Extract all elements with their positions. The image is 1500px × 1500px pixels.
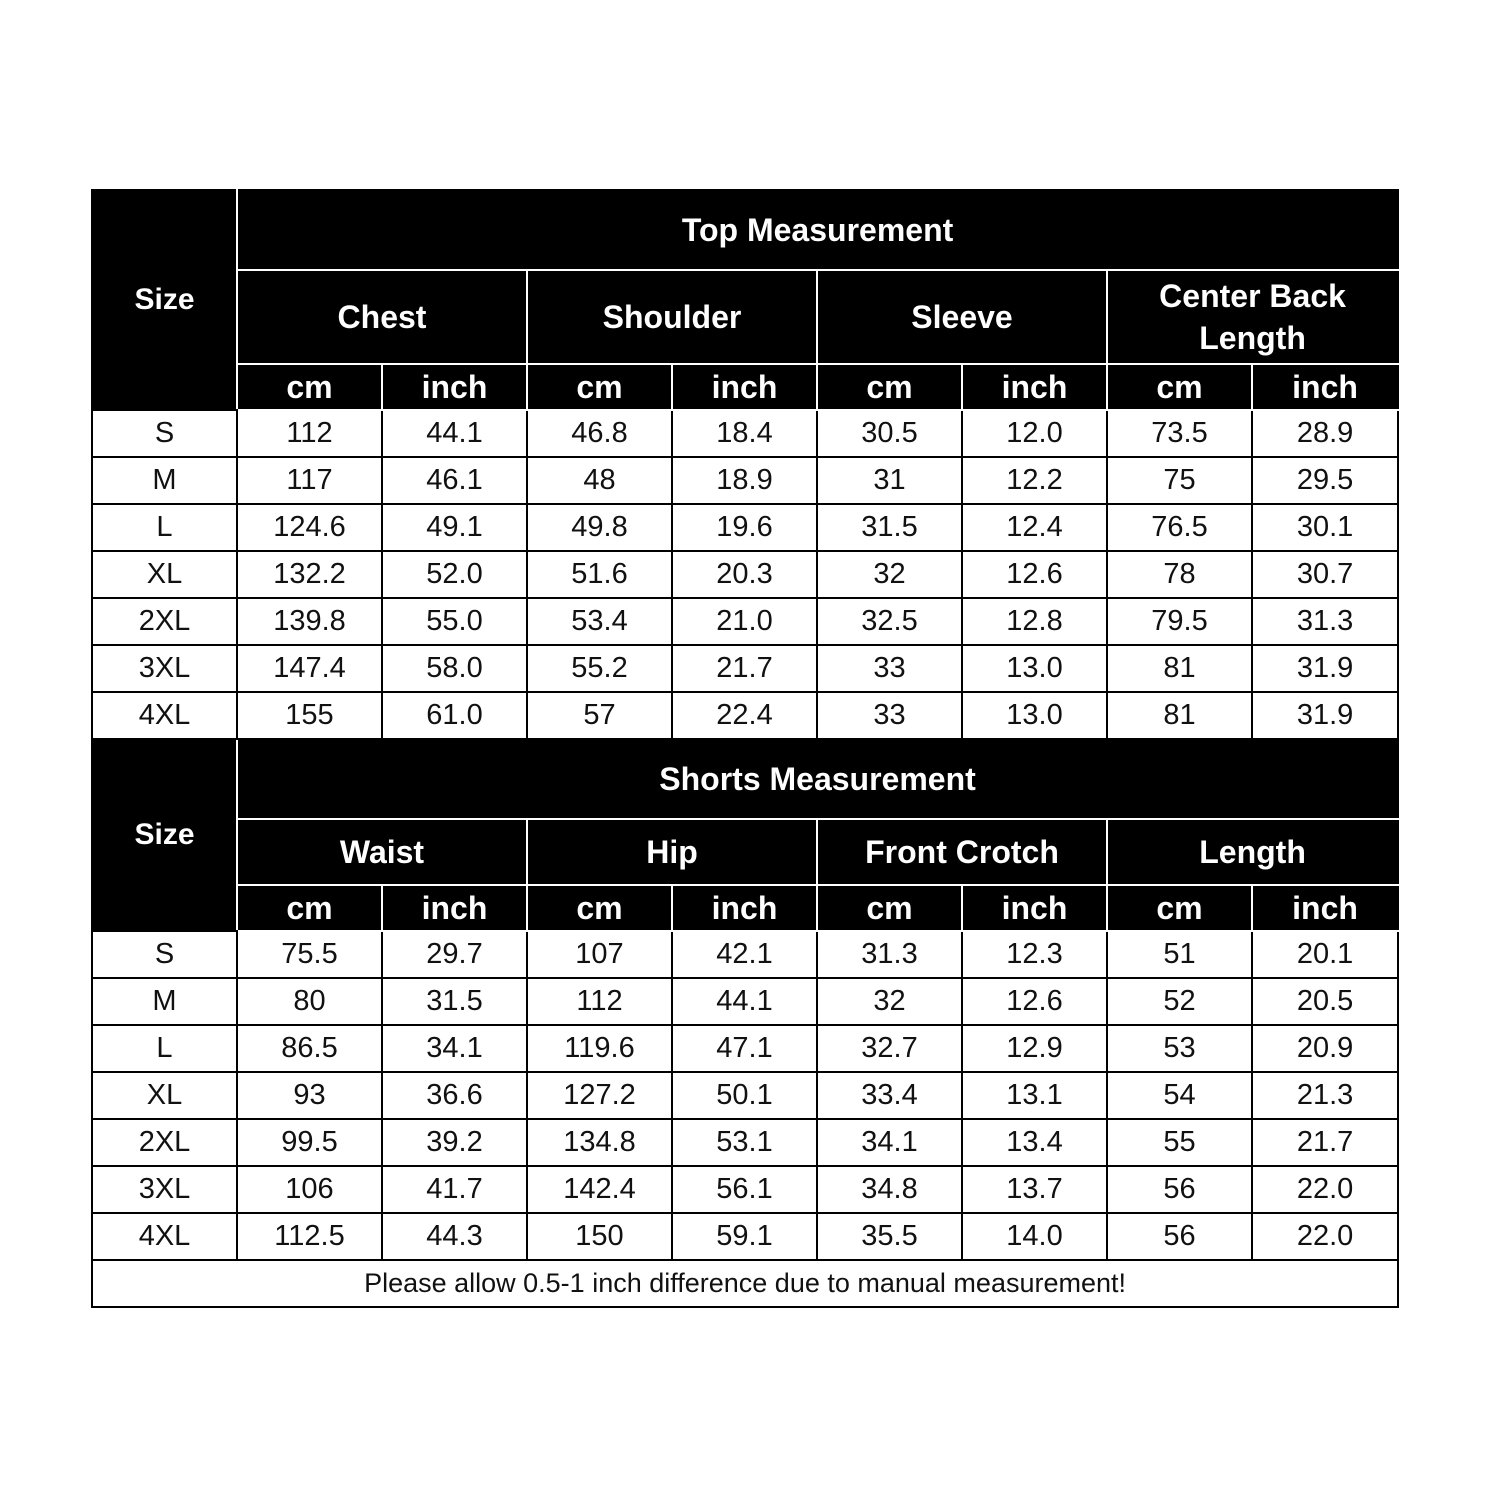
measurement-cell: 21.7 (1252, 1119, 1398, 1166)
measurement-cell: 155 (237, 692, 382, 739)
measurement-cell: 112 (527, 978, 672, 1025)
size-cell: 4XL (92, 1213, 237, 1260)
size-cell: 2XL (92, 1119, 237, 1166)
shorts-group-header: Hip (527, 819, 817, 885)
size-cell: 4XL (92, 692, 237, 739)
note-row (92, 1260, 1398, 1307)
size-cell: L (92, 1025, 237, 1072)
shorts-unit-header: inch (1252, 885, 1398, 931)
size-cell: 3XL (92, 645, 237, 692)
top-group-header: Chest (237, 270, 527, 364)
top-size-header: Size (92, 190, 237, 410)
measurement-cell: 106 (237, 1166, 382, 1213)
measurement-cell: 52.0 (382, 551, 527, 598)
measurement-cell: 12.2 (962, 457, 1107, 504)
top-section-title: Top Measurement (237, 190, 1398, 270)
measurement-cell: 56 (1107, 1213, 1252, 1260)
measurement-cell: 112 (237, 410, 382, 457)
measurement-cell: 31.5 (817, 504, 962, 551)
measurement-cell: 78 (1107, 551, 1252, 598)
shorts-size-header: Size (92, 739, 237, 931)
measurement-cell: 107 (527, 931, 672, 978)
measurement-cell: 49.8 (527, 504, 672, 551)
measurement-cell: 117 (237, 457, 382, 504)
measurement-cell: 12.4 (962, 504, 1107, 551)
measurement-cell: 134.8 (527, 1119, 672, 1166)
measurement-cell: 31.9 (1252, 645, 1398, 692)
table-row (92, 410, 1398, 457)
measurement-cell: 20.1 (1252, 931, 1398, 978)
top-unit-header: inch (382, 364, 527, 410)
measurement-cell: 73.5 (1107, 410, 1252, 457)
measurement-cell: 75.5 (237, 931, 382, 978)
top-unit-header: cm (1107, 364, 1252, 410)
top-unit-header: inch (962, 364, 1107, 410)
measurement-cell: 33.4 (817, 1072, 962, 1119)
table-row (92, 1119, 1398, 1166)
table-row (92, 1166, 1398, 1213)
table-row (92, 1072, 1398, 1119)
measurement-cell: 14.0 (962, 1213, 1107, 1260)
table-row (92, 598, 1398, 645)
measurement-cell: 56 (1107, 1166, 1252, 1213)
measurement-cell: 18.9 (672, 457, 817, 504)
measurement-cell: 59.1 (672, 1213, 817, 1260)
top-unit-header: cm (817, 364, 962, 410)
measurement-cell: 29.7 (382, 931, 527, 978)
measurement-cell: 19.6 (672, 504, 817, 551)
measurement-cell: 142.4 (527, 1166, 672, 1213)
top-unit-header: cm (237, 364, 382, 410)
measurement-cell: 29.5 (1252, 457, 1398, 504)
measurement-cell: 30.5 (817, 410, 962, 457)
measurement-cell: 31.9 (1252, 692, 1398, 739)
measurement-cell: 58.0 (382, 645, 527, 692)
measurement-cell: 12.6 (962, 551, 1107, 598)
measurement-cell: 54 (1107, 1072, 1252, 1119)
measurement-cell: 61.0 (382, 692, 527, 739)
measurement-cell: 12.8 (962, 598, 1107, 645)
shorts-unit-header: inch (962, 885, 1107, 931)
measurement-cell: 18.4 (672, 410, 817, 457)
measurement-cell: 12.6 (962, 978, 1107, 1025)
size-cell: L (92, 504, 237, 551)
measurement-cell: 44.1 (672, 978, 817, 1025)
measurement-cell: 31.3 (817, 931, 962, 978)
measurement-cell: 32 (817, 978, 962, 1025)
measurement-cell: 12.3 (962, 931, 1107, 978)
measurement-cell: 57 (527, 692, 672, 739)
table-row (92, 931, 1398, 978)
measurement-cell: 55 (1107, 1119, 1252, 1166)
table-row (92, 551, 1398, 598)
measurement-cell: 21.7 (672, 645, 817, 692)
measurement-cell: 50.1 (672, 1072, 817, 1119)
shorts-unit-row (92, 885, 1398, 931)
measurement-cell: 13.4 (962, 1119, 1107, 1166)
measurement-cell: 13.0 (962, 692, 1107, 739)
measurement-cell: 75 (1107, 457, 1252, 504)
measurement-cell: 21.0 (672, 598, 817, 645)
measurement-cell: 42.1 (672, 931, 817, 978)
measurement-cell: 99.5 (237, 1119, 382, 1166)
top-unit-header: inch (1252, 364, 1398, 410)
measurement-cell: 31.3 (1252, 598, 1398, 645)
size-chart-table (91, 189, 1399, 1308)
top-unit-row (92, 364, 1398, 410)
measurement-cell: 36.6 (382, 1072, 527, 1119)
measurement-cell: 51.6 (527, 551, 672, 598)
table-row (92, 1213, 1398, 1260)
measurement-cell: 81 (1107, 645, 1252, 692)
measurement-cell: 47.1 (672, 1025, 817, 1072)
measurement-cell: 35.5 (817, 1213, 962, 1260)
measurement-cell: 41.7 (382, 1166, 527, 1213)
measurement-cell: 44.3 (382, 1213, 527, 1260)
measurement-cell: 22.4 (672, 692, 817, 739)
shorts-group-header: Waist (237, 819, 527, 885)
measurement-cell: 34.1 (817, 1119, 962, 1166)
top-group-header: Shoulder (527, 270, 817, 364)
measurement-cell: 51 (1107, 931, 1252, 978)
measurement-cell: 34.1 (382, 1025, 527, 1072)
shorts-unit-header: cm (817, 885, 962, 931)
measurement-cell: 150 (527, 1213, 672, 1260)
table-row (92, 504, 1398, 551)
measurement-cell: 44.1 (382, 410, 527, 457)
table-row (92, 457, 1398, 504)
size-cell: M (92, 457, 237, 504)
measurement-cell: 147.4 (237, 645, 382, 692)
measurement-cell: 22.0 (1252, 1166, 1398, 1213)
size-cell: XL (92, 551, 237, 598)
measurement-cell: 13.0 (962, 645, 1107, 692)
shorts-title-row (92, 739, 1398, 819)
measurement-cell: 28.9 (1252, 410, 1398, 457)
size-cell: XL (92, 1072, 237, 1119)
measurement-cell: 20.9 (1252, 1025, 1398, 1072)
measurement-cell: 33 (817, 645, 962, 692)
measurement-cell: 46.8 (527, 410, 672, 457)
measurement-cell: 48 (527, 457, 672, 504)
table-row (92, 645, 1398, 692)
measurement-cell: 13.7 (962, 1166, 1107, 1213)
measurement-cell: 93 (237, 1072, 382, 1119)
measurement-cell: 39.2 (382, 1119, 527, 1166)
measurement-cell: 13.1 (962, 1072, 1107, 1119)
measurement-cell: 56.1 (672, 1166, 817, 1213)
measurement-cell: 79.5 (1107, 598, 1252, 645)
measurement-cell: 30.1 (1252, 504, 1398, 551)
measurement-cell: 20.5 (1252, 978, 1398, 1025)
table-row (92, 692, 1398, 739)
measurement-cell: 127.2 (527, 1072, 672, 1119)
shorts-section-title: Shorts Measurement (237, 739, 1398, 819)
measurement-cell: 31.5 (382, 978, 527, 1025)
shorts-unit-header: cm (527, 885, 672, 931)
measurement-cell: 132.2 (237, 551, 382, 598)
shorts-unit-header: cm (1107, 885, 1252, 931)
top-group-header: Sleeve (817, 270, 1107, 364)
measurement-cell: 33 (817, 692, 962, 739)
measurement-cell: 20.3 (672, 551, 817, 598)
measurement-cell: 81 (1107, 692, 1252, 739)
size-cell: S (92, 931, 237, 978)
measurement-cell: 55.2 (527, 645, 672, 692)
table-row (92, 1025, 1398, 1072)
table-row (92, 978, 1398, 1025)
shorts-unit-header: cm (237, 885, 382, 931)
measurement-cell: 32.7 (817, 1025, 962, 1072)
measurement-cell: 76.5 (1107, 504, 1252, 551)
measurement-cell: 30.7 (1252, 551, 1398, 598)
top-unit-header: inch (672, 364, 817, 410)
measurement-cell: 32.5 (817, 598, 962, 645)
shorts-group-header: Front Crotch (817, 819, 1107, 885)
measurement-note: Please allow 0.5-1 inch difference due to manual measurement! (92, 1260, 1398, 1307)
measurement-cell: 22.0 (1252, 1213, 1398, 1260)
size-chart-body (92, 190, 1398, 1307)
top-group-row (92, 270, 1398, 364)
measurement-cell: 52 (1107, 978, 1252, 1025)
size-cell: 2XL (92, 598, 237, 645)
measurement-cell: 46.1 (382, 457, 527, 504)
measurement-cell: 53.4 (527, 598, 672, 645)
measurement-cell: 49.1 (382, 504, 527, 551)
size-cell: S (92, 410, 237, 457)
measurement-cell: 12.9 (962, 1025, 1107, 1072)
measurement-cell: 53.1 (672, 1119, 817, 1166)
shorts-group-row (92, 819, 1398, 885)
measurement-cell: 32 (817, 551, 962, 598)
shorts-unit-header: inch (672, 885, 817, 931)
size-cell: M (92, 978, 237, 1025)
measurement-cell: 86.5 (237, 1025, 382, 1072)
top-group-header: Center Back Length (1107, 270, 1398, 364)
measurement-cell: 53 (1107, 1025, 1252, 1072)
size-cell: 3XL (92, 1166, 237, 1213)
shorts-group-header: Length (1107, 819, 1398, 885)
measurement-cell: 31 (817, 457, 962, 504)
measurement-cell: 139.8 (237, 598, 382, 645)
measurement-cell: 34.8 (817, 1166, 962, 1213)
top-unit-header: cm (527, 364, 672, 410)
top-title-row (92, 190, 1398, 270)
measurement-cell: 80 (237, 978, 382, 1025)
measurement-cell: 12.0 (962, 410, 1107, 457)
measurement-cell: 119.6 (527, 1025, 672, 1072)
measurement-cell: 112.5 (237, 1213, 382, 1260)
measurement-cell: 124.6 (237, 504, 382, 551)
measurement-cell: 21.3 (1252, 1072, 1398, 1119)
shorts-unit-header: inch (382, 885, 527, 931)
measurement-cell: 55.0 (382, 598, 527, 645)
